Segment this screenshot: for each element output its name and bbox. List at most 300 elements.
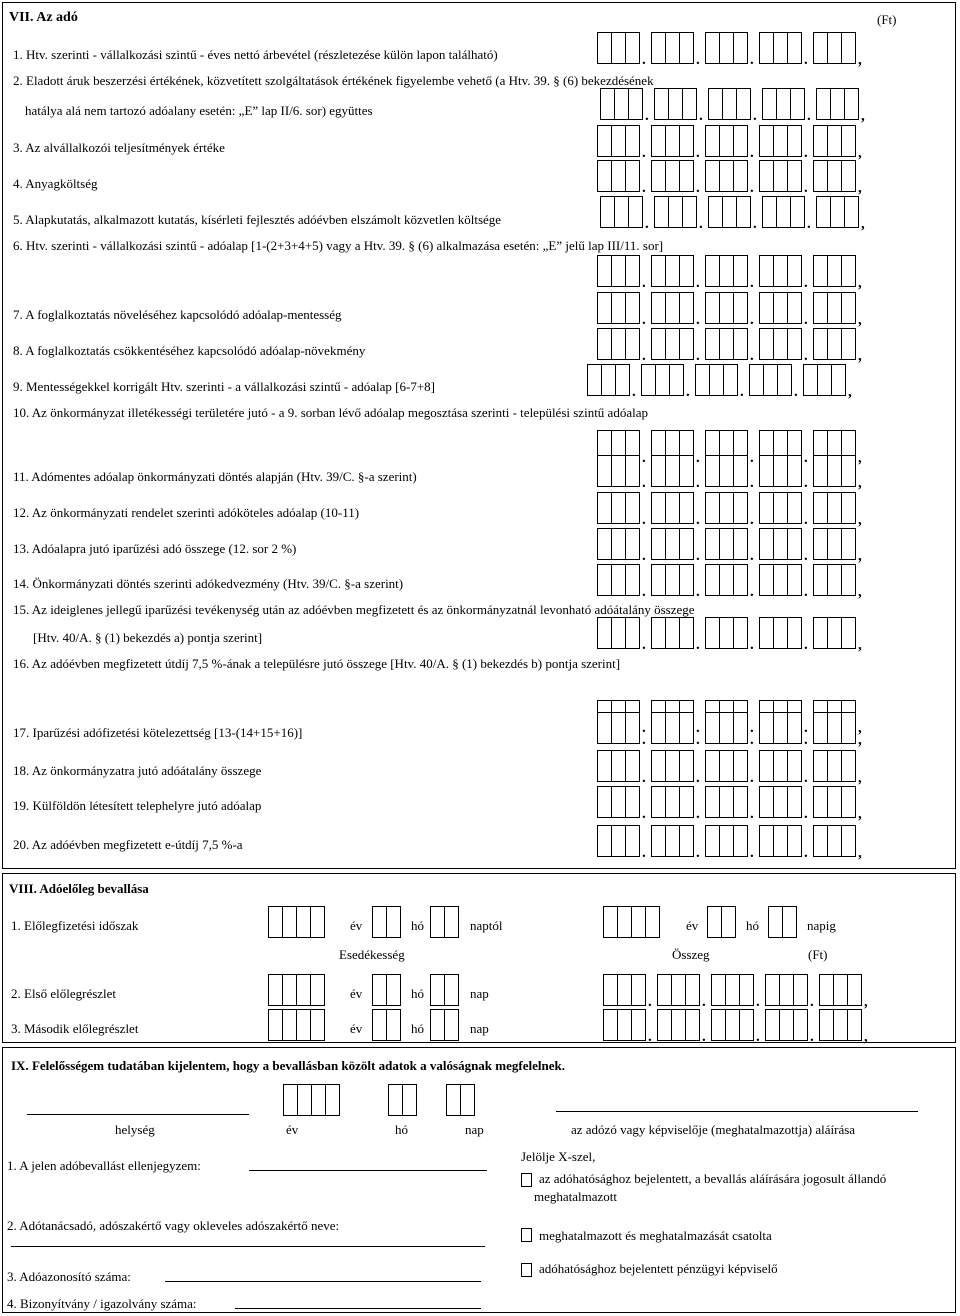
row-14-digit-box[interactable] [665, 564, 680, 596]
row-5-digit-box[interactable] [830, 196, 845, 228]
row-3-digit-box[interactable] [841, 125, 856, 157]
row-1-digit-box[interactable] [679, 32, 694, 64]
sign-year-digit-box[interactable] [297, 1084, 312, 1116]
row-18-digit-box[interactable] [787, 750, 802, 782]
row-19-digit-box[interactable] [813, 786, 828, 818]
period-end-year-date-field[interactable] [603, 906, 659, 938]
row-14-digit-box[interactable] [841, 564, 856, 596]
row-12-digit-box[interactable] [787, 492, 802, 524]
second-installment-digit-box[interactable] [819, 1009, 834, 1041]
row-13-digit-box[interactable] [651, 528, 666, 560]
row-1-digit-box[interactable] [787, 32, 802, 64]
row-11-digit-box[interactable] [841, 455, 856, 487]
row-1-digit-box[interactable] [705, 32, 720, 64]
row-3-digit-box[interactable] [813, 125, 828, 157]
period-start-month-date-field[interactable] [372, 906, 400, 938]
row-2-digit-box[interactable] [736, 88, 751, 120]
row-4-digit-box[interactable] [787, 160, 802, 192]
row-20-digit-box[interactable] [665, 825, 680, 857]
row-15-digit-box[interactable] [813, 617, 828, 649]
row-5-digit-box[interactable] [628, 196, 643, 228]
row-11-digit-box[interactable] [733, 455, 748, 487]
row-13-digit-box[interactable] [611, 528, 626, 560]
period-start-year-digit-box[interactable] [268, 906, 283, 938]
row-12-digit-box[interactable] [827, 492, 842, 524]
period-end-day-digit-box[interactable] [768, 906, 783, 938]
second-due-day-digit-box[interactable] [430, 1009, 445, 1041]
row-11-digit-box[interactable] [625, 455, 640, 487]
row-15-digit-box[interactable] [733, 617, 748, 649]
second-installment-digit-box[interactable] [711, 1009, 726, 1041]
second-installment-digit-box[interactable] [631, 1009, 646, 1041]
row-5-digit-box[interactable] [790, 196, 805, 228]
row-4-digit-box[interactable] [597, 160, 612, 192]
row-9-digit-box[interactable] [803, 364, 818, 396]
row-7-digit-box[interactable] [679, 292, 694, 324]
period-start-year-digit-box[interactable] [282, 906, 297, 938]
row-13-digit-box[interactable] [733, 528, 748, 560]
row-17-digit-box[interactable] [611, 712, 626, 744]
row-8-digit-box[interactable] [773, 328, 788, 360]
row-14-digit-box[interactable] [597, 564, 612, 596]
second-due-year-digit-box[interactable] [310, 1009, 325, 1041]
first-installment-digit-box[interactable] [657, 974, 672, 1006]
row-13-digit-box[interactable] [597, 528, 612, 560]
row-6-digit-box[interactable] [597, 255, 612, 287]
row-4-digit-box[interactable] [679, 160, 694, 192]
period-start-day-digit-box[interactable] [430, 906, 445, 938]
row-4-digit-box[interactable] [705, 160, 720, 192]
row-17-digit-box[interactable] [773, 712, 788, 744]
row-19-digit-box[interactable] [773, 786, 788, 818]
row-9-digit-box[interactable] [601, 364, 616, 396]
row-4-digit-box[interactable] [827, 160, 842, 192]
sign-day-digit-box[interactable] [460, 1084, 475, 1116]
row-1-amount-field[interactable] [597, 32, 867, 68]
row-6-digit-box[interactable] [719, 255, 734, 287]
row-9-amount-field[interactable] [587, 364, 857, 400]
row-18-digit-box[interactable] [611, 750, 626, 782]
row-9-digit-box[interactable] [777, 364, 792, 396]
row-11-digit-box[interactable] [651, 455, 666, 487]
row-20-digit-box[interactable] [611, 825, 626, 857]
second-installment-digit-box[interactable] [725, 1009, 740, 1041]
row-2-digit-box[interactable] [844, 88, 859, 120]
row-13-digit-box[interactable] [625, 528, 640, 560]
row-1-digit-box[interactable] [651, 32, 666, 64]
permanent-proxy-checkbox[interactable] [521, 1173, 532, 1187]
row-17-digit-box[interactable] [827, 712, 842, 744]
row-9-digit-box[interactable] [615, 364, 630, 396]
row-11-digit-box[interactable] [611, 455, 626, 487]
second-installment-digit-box[interactable] [765, 1009, 780, 1041]
row-12-amount-field[interactable] [597, 492, 867, 528]
row-17-amount-field[interactable] [597, 712, 867, 748]
row-15-amount-field[interactable] [597, 617, 867, 653]
row-12-digit-box[interactable] [841, 492, 856, 524]
row-1-digit-box[interactable] [759, 32, 774, 64]
row-7-amount-field[interactable] [597, 292, 867, 328]
row-20-digit-box[interactable] [705, 825, 720, 857]
row-14-digit-box[interactable] [651, 564, 666, 596]
first-installment-digit-box[interactable] [685, 974, 700, 1006]
period-start-month-digit-box[interactable] [386, 906, 401, 938]
row-18-digit-box[interactable] [827, 750, 842, 782]
row-5-digit-box[interactable] [600, 196, 615, 228]
row-19-digit-box[interactable] [733, 786, 748, 818]
row-12-digit-box[interactable] [679, 492, 694, 524]
row-8-digit-box[interactable] [787, 328, 802, 360]
row-12-digit-box[interactable] [651, 492, 666, 524]
row-7-digit-box[interactable] [733, 292, 748, 324]
second-installment-digit-box[interactable] [617, 1009, 632, 1041]
row-18-digit-box[interactable] [597, 750, 612, 782]
period-end-month-digit-box[interactable] [721, 906, 736, 938]
row-17-digit-box[interactable] [787, 712, 802, 744]
row-15-digit-box[interactable] [841, 617, 856, 649]
row-12-digit-box[interactable] [705, 492, 720, 524]
row-3-digit-box[interactable] [787, 125, 802, 157]
row-14-digit-box[interactable] [611, 564, 626, 596]
row-2-digit-box[interactable] [600, 88, 615, 120]
row-2-digit-box[interactable] [654, 88, 669, 120]
row-9-digit-box[interactable] [709, 364, 724, 396]
second-installment-digit-box[interactable] [685, 1009, 700, 1041]
fiscal-rep-checkbox[interactable] [521, 1263, 532, 1277]
row-19-digit-box[interactable] [679, 786, 694, 818]
row-17-digit-box[interactable] [665, 712, 680, 744]
sign-year-date-field[interactable] [283, 1084, 339, 1116]
row-5-digit-box[interactable] [816, 196, 831, 228]
row-7-digit-box[interactable] [651, 292, 666, 324]
row-8-digit-box[interactable] [705, 328, 720, 360]
row-5-digit-box[interactable] [708, 196, 723, 228]
row-15-digit-box[interactable] [679, 617, 694, 649]
row-4-digit-box[interactable] [813, 160, 828, 192]
period-start-year-digit-box[interactable] [296, 906, 311, 938]
row-17-digit-box[interactable] [705, 712, 720, 744]
first-installment-digit-box[interactable] [631, 974, 646, 1006]
row-3-digit-box[interactable] [773, 125, 788, 157]
row-8-digit-box[interactable] [719, 328, 734, 360]
first-installment-digit-box[interactable] [603, 974, 618, 1006]
second-due-year-digit-box[interactable] [282, 1009, 297, 1041]
row-13-digit-box[interactable] [827, 528, 842, 560]
period-end-day-digit-box[interactable] [782, 906, 797, 938]
row-12-digit-box[interactable] [597, 492, 612, 524]
row-20-digit-box[interactable] [827, 825, 842, 857]
period-start-year-date-field[interactable] [268, 906, 324, 938]
row-15-digit-box[interactable] [705, 617, 720, 649]
row-18-digit-box[interactable] [841, 750, 856, 782]
row-2-digit-box[interactable] [762, 88, 777, 120]
row-9-digit-box[interactable] [641, 364, 656, 396]
row-9-digit-box[interactable] [695, 364, 710, 396]
first-due-year-digit-box[interactable] [296, 974, 311, 1006]
row-1-digit-box[interactable] [597, 32, 612, 64]
row-13-digit-box[interactable] [665, 528, 680, 560]
period-start-month-digit-box[interactable] [372, 906, 387, 938]
row-9-digit-box[interactable] [655, 364, 670, 396]
row-19-digit-box[interactable] [651, 786, 666, 818]
first-installment-digit-box[interactable] [847, 974, 862, 1006]
first-due-month-date-field[interactable] [372, 974, 400, 1006]
row-13-digit-box[interactable] [773, 528, 788, 560]
row-7-digit-box[interactable] [625, 292, 640, 324]
first-due-day-date-field[interactable] [430, 974, 458, 1006]
row-4-digit-box[interactable] [841, 160, 856, 192]
row-7-digit-box[interactable] [841, 292, 856, 324]
row-7-digit-box[interactable] [827, 292, 842, 324]
row-14-digit-box[interactable] [705, 564, 720, 596]
row-7-digit-box[interactable] [611, 292, 626, 324]
row-6-digit-box[interactable] [733, 255, 748, 287]
row-13-amount-field[interactable] [597, 528, 867, 564]
row-4-amount-field[interactable] [597, 160, 867, 196]
first-installment-digit-box[interactable] [779, 974, 794, 1006]
row-6-digit-box[interactable] [705, 255, 720, 287]
row-1-digit-box[interactable] [665, 32, 680, 64]
row-18-digit-box[interactable] [651, 750, 666, 782]
row-14-digit-box[interactable] [827, 564, 842, 596]
row-2-digit-box[interactable] [816, 88, 831, 120]
row-8-digit-box[interactable] [611, 328, 626, 360]
sign-year-digit-box[interactable] [325, 1084, 340, 1116]
first-installment-digit-box[interactable] [819, 974, 834, 1006]
row-4-digit-box[interactable] [651, 160, 666, 192]
row-4-digit-box[interactable] [759, 160, 774, 192]
row-8-digit-box[interactable] [759, 328, 774, 360]
row-20-digit-box[interactable] [597, 825, 612, 857]
second-installment-digit-box[interactable] [603, 1009, 618, 1041]
row-3-digit-box[interactable] [719, 125, 734, 157]
row-4-digit-box[interactable] [625, 160, 640, 192]
row-2-digit-box[interactable] [776, 88, 791, 120]
row-3-digit-box[interactable] [679, 125, 694, 157]
row-19-digit-box[interactable] [759, 786, 774, 818]
row-20-digit-box[interactable] [841, 825, 856, 857]
row-12-digit-box[interactable] [719, 492, 734, 524]
row-13-digit-box[interactable] [813, 528, 828, 560]
row-2-amount-field[interactable] [600, 88, 870, 124]
row-20-digit-box[interactable] [625, 825, 640, 857]
row-5-digit-box[interactable] [736, 196, 751, 228]
row-9-digit-box[interactable] [587, 364, 602, 396]
row-20-digit-box[interactable] [651, 825, 666, 857]
certificate-line[interactable] [235, 1308, 481, 1309]
row-6-digit-box[interactable] [841, 255, 856, 287]
row-12-digit-box[interactable] [665, 492, 680, 524]
period-end-month-digit-box[interactable] [707, 906, 722, 938]
row-1-digit-box[interactable] [813, 32, 828, 64]
row-15-digit-box[interactable] [611, 617, 626, 649]
second-installment-amount-field[interactable] [603, 1009, 873, 1045]
row-2-digit-box[interactable] [708, 88, 723, 120]
row-20-digit-box[interactable] [719, 825, 734, 857]
row-19-digit-box[interactable] [625, 786, 640, 818]
row-9-digit-box[interactable] [669, 364, 684, 396]
row-12-digit-box[interactable] [759, 492, 774, 524]
second-installment-digit-box[interactable] [779, 1009, 794, 1041]
row-17-digit-box[interactable] [597, 712, 612, 744]
row-6-digit-box[interactable] [773, 255, 788, 287]
row-3-digit-box[interactable] [705, 125, 720, 157]
row-13-digit-box[interactable] [787, 528, 802, 560]
row-1-digit-box[interactable] [733, 32, 748, 64]
row-8-digit-box[interactable] [597, 328, 612, 360]
row-7-digit-box[interactable] [773, 292, 788, 324]
row-17-digit-box[interactable] [651, 712, 666, 744]
period-end-year-digit-box[interactable] [631, 906, 646, 938]
second-installment-digit-box[interactable] [793, 1009, 808, 1041]
row-19-amount-field[interactable] [597, 786, 867, 822]
tax-id-line[interactable] [165, 1281, 481, 1282]
row-14-digit-box[interactable] [733, 564, 748, 596]
row-17-digit-box[interactable] [813, 712, 828, 744]
row-5-digit-box[interactable] [722, 196, 737, 228]
row-13-digit-box[interactable] [719, 528, 734, 560]
row-11-digit-box[interactable] [787, 455, 802, 487]
row-14-digit-box[interactable] [679, 564, 694, 596]
row-19-digit-box[interactable] [719, 786, 734, 818]
row-14-digit-box[interactable] [759, 564, 774, 596]
row-2-digit-box[interactable] [830, 88, 845, 120]
first-due-day-digit-box[interactable] [430, 974, 445, 1006]
row-11-digit-box[interactable] [759, 455, 774, 487]
row-15-digit-box[interactable] [773, 617, 788, 649]
first-due-day-digit-box[interactable] [444, 974, 459, 1006]
row-15-digit-box[interactable] [665, 617, 680, 649]
countersign-line[interactable] [249, 1170, 487, 1171]
row-15-digit-box[interactable] [759, 617, 774, 649]
row-11-digit-box[interactable] [665, 455, 680, 487]
row-15-digit-box[interactable] [597, 617, 612, 649]
row-6-digit-box[interactable] [665, 255, 680, 287]
row-19-digit-box[interactable] [597, 786, 612, 818]
row-11-amount-field[interactable] [597, 455, 867, 491]
row-19-digit-box[interactable] [665, 786, 680, 818]
row-9-digit-box[interactable] [831, 364, 846, 396]
row-18-digit-box[interactable] [719, 750, 734, 782]
first-installment-digit-box[interactable] [711, 974, 726, 1006]
second-due-year-digit-box[interactable] [268, 1009, 283, 1041]
row-6-digit-box[interactable] [813, 255, 828, 287]
row-17-digit-box[interactable] [759, 712, 774, 744]
first-due-year-date-field[interactable] [268, 974, 324, 1006]
row-11-digit-box[interactable] [597, 455, 612, 487]
row-11-digit-box[interactable] [719, 455, 734, 487]
row-6-digit-box[interactable] [651, 255, 666, 287]
row-20-amount-field[interactable] [597, 825, 867, 861]
row-20-digit-box[interactable] [773, 825, 788, 857]
first-due-year-digit-box[interactable] [310, 974, 325, 1006]
sign-day-date-field[interactable] [446, 1084, 474, 1116]
row-19-digit-box[interactable] [787, 786, 802, 818]
period-end-year-digit-box[interactable] [617, 906, 632, 938]
row-2-digit-box[interactable] [722, 88, 737, 120]
row-3-digit-box[interactable] [611, 125, 626, 157]
row-6-digit-box[interactable] [611, 255, 626, 287]
row-17-digit-box[interactable] [841, 712, 856, 744]
row-8-digit-box[interactable] [813, 328, 828, 360]
second-installment-digit-box[interactable] [739, 1009, 754, 1041]
row-5-digit-box[interactable] [654, 196, 669, 228]
row-8-digit-box[interactable] [625, 328, 640, 360]
row-19-digit-box[interactable] [705, 786, 720, 818]
row-6-digit-box[interactable] [827, 255, 842, 287]
second-due-day-digit-box[interactable] [444, 1009, 459, 1041]
period-end-day-date-field[interactable] [768, 906, 796, 938]
row-18-digit-box[interactable] [665, 750, 680, 782]
first-installment-digit-box[interactable] [725, 974, 740, 1006]
row-18-digit-box[interactable] [705, 750, 720, 782]
row-14-digit-box[interactable] [719, 564, 734, 596]
row-18-digit-box[interactable] [813, 750, 828, 782]
row-1-digit-box[interactable] [827, 32, 842, 64]
period-end-month-date-field[interactable] [707, 906, 735, 938]
row-4-digit-box[interactable] [733, 160, 748, 192]
sign-month-digit-box[interactable] [402, 1084, 417, 1116]
first-due-year-digit-box[interactable] [268, 974, 283, 1006]
row-3-digit-box[interactable] [759, 125, 774, 157]
first-installment-digit-box[interactable] [617, 974, 632, 1006]
second-due-day-date-field[interactable] [430, 1009, 458, 1041]
row-3-digit-box[interactable] [597, 125, 612, 157]
second-due-year-digit-box[interactable] [296, 1009, 311, 1041]
row-18-digit-box[interactable] [773, 750, 788, 782]
proxy-attached-checkbox[interactable] [521, 1228, 532, 1242]
second-installment-digit-box[interactable] [847, 1009, 862, 1041]
row-17-digit-box[interactable] [679, 712, 694, 744]
row-3-digit-box[interactable] [827, 125, 842, 157]
period-start-day-digit-box[interactable] [444, 906, 459, 938]
row-6-digit-box[interactable] [679, 255, 694, 287]
row-3-digit-box[interactable] [733, 125, 748, 157]
first-installment-digit-box[interactable] [739, 974, 754, 1006]
first-installment-amount-field[interactable] [603, 974, 873, 1010]
row-7-digit-box[interactable] [597, 292, 612, 324]
row-1-digit-box[interactable] [611, 32, 626, 64]
second-due-year-date-field[interactable] [268, 1009, 324, 1041]
first-installment-digit-box[interactable] [765, 974, 780, 1006]
row-15-digit-box[interactable] [625, 617, 640, 649]
row-4-digit-box[interactable] [719, 160, 734, 192]
first-due-month-digit-box[interactable] [372, 974, 387, 1006]
row-1-digit-box[interactable] [719, 32, 734, 64]
row-4-digit-box[interactable] [611, 160, 626, 192]
row-14-amount-field[interactable] [597, 564, 867, 600]
second-due-month-digit-box[interactable] [386, 1009, 401, 1041]
row-11-digit-box[interactable] [705, 455, 720, 487]
row-2-digit-box[interactable] [628, 88, 643, 120]
row-14-digit-box[interactable] [813, 564, 828, 596]
row-6-digit-box[interactable] [787, 255, 802, 287]
row-8-digit-box[interactable] [841, 328, 856, 360]
row-14-digit-box[interactable] [773, 564, 788, 596]
row-9-digit-box[interactable] [723, 364, 738, 396]
row-5-digit-box[interactable] [844, 196, 859, 228]
row-12-digit-box[interactable] [813, 492, 828, 524]
row-3-amount-field[interactable] [597, 125, 867, 161]
row-1-digit-box[interactable] [841, 32, 856, 64]
first-installment-digit-box[interactable] [671, 974, 686, 1006]
row-1-digit-box[interactable] [625, 32, 640, 64]
row-11-digit-box[interactable] [827, 455, 842, 487]
row-7-digit-box[interactable] [705, 292, 720, 324]
row-7-digit-box[interactable] [787, 292, 802, 324]
row-8-digit-box[interactable] [679, 328, 694, 360]
row-2-digit-box[interactable] [668, 88, 683, 120]
